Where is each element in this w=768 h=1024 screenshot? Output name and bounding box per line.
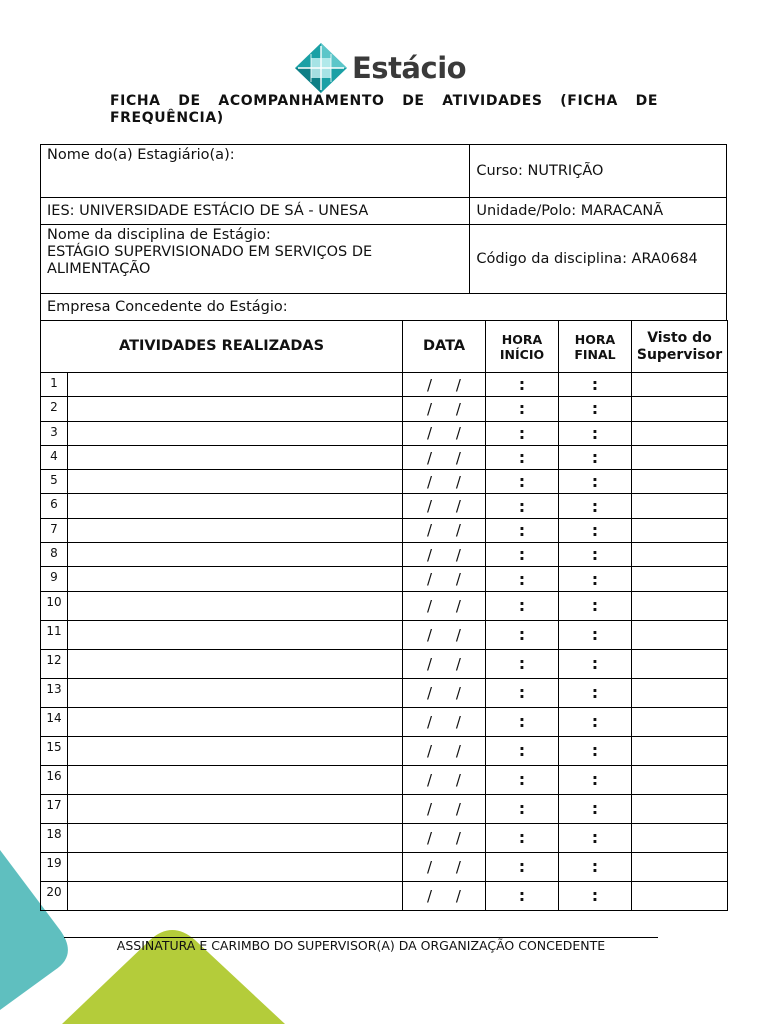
date-cell[interactable] bbox=[403, 649, 486, 678]
date-placeholder: / / bbox=[427, 857, 461, 876]
discipline-name: ESTÁGIO SUPERVISIONADO EM SERVIÇOS DE ALIMENTAÇÃO bbox=[47, 244, 373, 277]
time-separator: : bbox=[518, 448, 526, 468]
date-placeholder: / / bbox=[427, 399, 461, 418]
time-separator: : bbox=[591, 545, 599, 565]
date-cell[interactable] bbox=[403, 794, 486, 823]
activity-cell[interactable] bbox=[68, 678, 403, 707]
supervisor-visa-cell[interactable] bbox=[632, 397, 728, 421]
start-time-cell[interactable] bbox=[486, 649, 559, 678]
date-placeholder: / / bbox=[427, 596, 461, 615]
end-time-cell[interactable] bbox=[559, 494, 632, 518]
row-number: 17 bbox=[41, 794, 68, 823]
end-time-cell[interactable] bbox=[559, 736, 632, 765]
start-time-cell[interactable] bbox=[486, 736, 559, 765]
date-cell[interactable] bbox=[403, 445, 486, 469]
end-time-cell[interactable] bbox=[559, 881, 632, 910]
header-supervisor-visa: Visto do Supervisor bbox=[632, 321, 728, 373]
date-placeholder: / / bbox=[427, 448, 461, 467]
activity-cell[interactable] bbox=[68, 591, 403, 620]
date-placeholder: / / bbox=[427, 545, 461, 564]
supervisor-visa-cell[interactable] bbox=[632, 494, 728, 518]
time-separator: : bbox=[518, 520, 526, 540]
row-number: 5 bbox=[41, 470, 68, 494]
activity-cell[interactable] bbox=[68, 397, 403, 421]
date-cell[interactable] bbox=[403, 494, 486, 518]
end-time-cell[interactable] bbox=[559, 445, 632, 469]
table-row bbox=[41, 445, 728, 469]
supervisor-visa-cell[interactable] bbox=[632, 736, 728, 765]
time-separator: : bbox=[591, 375, 599, 395]
table-row bbox=[41, 567, 728, 591]
supervisor-visa-cell[interactable] bbox=[632, 678, 728, 707]
table-row bbox=[41, 852, 728, 881]
activity-cell[interactable] bbox=[68, 823, 403, 852]
row-number: 15 bbox=[41, 736, 68, 765]
end-time-cell[interactable] bbox=[559, 794, 632, 823]
end-time-cell[interactable] bbox=[559, 421, 632, 445]
row-number: 3 bbox=[41, 421, 68, 445]
time-separator: : bbox=[591, 496, 599, 516]
discipline-field bbox=[41, 225, 470, 294]
supervisor-visa-cell[interactable] bbox=[632, 373, 728, 397]
row-number: 14 bbox=[41, 707, 68, 736]
row-number: 12 bbox=[41, 649, 68, 678]
start-time-cell[interactable] bbox=[486, 494, 559, 518]
activity-cell[interactable] bbox=[68, 736, 403, 765]
start-time-cell[interactable] bbox=[486, 823, 559, 852]
row-number: 16 bbox=[41, 765, 68, 794]
start-time-cell[interactable] bbox=[486, 470, 559, 494]
table-row bbox=[41, 543, 728, 567]
time-separator: : bbox=[591, 828, 599, 848]
table-row bbox=[41, 373, 728, 397]
time-separator: : bbox=[591, 712, 599, 732]
info-table bbox=[40, 144, 727, 321]
time-separator: : bbox=[591, 520, 599, 540]
activity-cell[interactable] bbox=[68, 620, 403, 649]
end-time-cell[interactable] bbox=[559, 823, 632, 852]
table-row bbox=[41, 736, 728, 765]
date-cell[interactable] bbox=[403, 707, 486, 736]
time-separator: : bbox=[518, 683, 526, 703]
time-separator: : bbox=[591, 448, 599, 468]
date-placeholder: / / bbox=[427, 424, 461, 443]
row-number: 9 bbox=[41, 567, 68, 591]
table-row bbox=[41, 397, 728, 421]
start-time-cell[interactable] bbox=[486, 881, 559, 910]
activity-cell[interactable] bbox=[68, 881, 403, 910]
activity-cell[interactable] bbox=[68, 470, 403, 494]
header-start-time: HORA INÍCIO bbox=[486, 321, 559, 373]
activity-cell[interactable] bbox=[68, 765, 403, 794]
discipline-code-field: Código da disciplina: ARA0684 bbox=[470, 225, 727, 294]
time-separator: : bbox=[518, 569, 526, 589]
activity-cell[interactable] bbox=[68, 567, 403, 591]
supervisor-visa-cell[interactable] bbox=[632, 881, 728, 910]
table-row bbox=[41, 470, 728, 494]
estacio-logo bbox=[294, 42, 466, 94]
table-row bbox=[41, 649, 728, 678]
activity-cell[interactable] bbox=[68, 852, 403, 881]
time-separator: : bbox=[591, 683, 599, 703]
date-placeholder: / / bbox=[427, 828, 461, 847]
date-cell[interactable] bbox=[403, 765, 486, 794]
date-placeholder: / / bbox=[427, 570, 461, 589]
course-field: Curso: NUTRIÇÃO bbox=[470, 145, 727, 198]
time-separator: : bbox=[518, 828, 526, 848]
table-row bbox=[41, 794, 728, 823]
date-placeholder: / / bbox=[427, 683, 461, 702]
date-placeholder: / / bbox=[427, 886, 461, 905]
row-number: 20 bbox=[41, 881, 68, 910]
supervisor-visa-cell[interactable] bbox=[632, 470, 728, 494]
discipline-label: Nome da disciplina de Estágio: bbox=[47, 227, 271, 243]
date-cell[interactable] bbox=[403, 823, 486, 852]
time-separator: : bbox=[591, 596, 599, 616]
date-cell[interactable] bbox=[403, 373, 486, 397]
date-placeholder: / / bbox=[427, 712, 461, 731]
supervisor-visa-cell[interactable] bbox=[632, 823, 728, 852]
activity-cell[interactable] bbox=[68, 373, 403, 397]
start-time-cell[interactable] bbox=[486, 765, 559, 794]
header-activities: ATIVIDADES REALIZADAS bbox=[41, 321, 403, 373]
row-number: 13 bbox=[41, 678, 68, 707]
end-time-cell[interactable] bbox=[559, 543, 632, 567]
date-cell[interactable] bbox=[403, 852, 486, 881]
activity-cell[interactable] bbox=[68, 707, 403, 736]
end-time-cell[interactable] bbox=[559, 620, 632, 649]
row-number: 7 bbox=[41, 518, 68, 542]
date-cell[interactable] bbox=[403, 543, 486, 567]
start-time-cell[interactable] bbox=[486, 678, 559, 707]
time-separator: : bbox=[518, 654, 526, 674]
table-row bbox=[41, 494, 728, 518]
end-time-cell[interactable] bbox=[559, 470, 632, 494]
end-time-cell[interactable] bbox=[559, 852, 632, 881]
date-cell[interactable] bbox=[403, 591, 486, 620]
time-separator: : bbox=[591, 741, 599, 761]
start-time-cell[interactable] bbox=[486, 543, 559, 567]
logo-wordmark: Estácio bbox=[352, 51, 467, 85]
time-separator: : bbox=[591, 770, 599, 790]
date-cell[interactable] bbox=[403, 881, 486, 910]
table-row bbox=[41, 591, 728, 620]
time-separator: : bbox=[591, 569, 599, 589]
time-separator: : bbox=[591, 472, 599, 492]
end-time-cell[interactable] bbox=[559, 518, 632, 542]
date-cell[interactable] bbox=[403, 397, 486, 421]
start-time-cell[interactable] bbox=[486, 794, 559, 823]
time-separator: : bbox=[591, 799, 599, 819]
estacio-logo-icon bbox=[294, 42, 348, 94]
row-number: 4 bbox=[41, 445, 68, 469]
time-separator: : bbox=[518, 625, 526, 645]
end-time-cell[interactable] bbox=[559, 397, 632, 421]
signature-label: ASSINATURA E CARIMBO DO SUPERVISOR(A) DA ORGANIZAÇÃO CONCEDENTE bbox=[116, 938, 606, 953]
date-cell[interactable] bbox=[403, 518, 486, 542]
date-placeholder: / / bbox=[427, 375, 461, 394]
activity-cell[interactable] bbox=[68, 649, 403, 678]
row-number: 1 bbox=[41, 373, 68, 397]
student-name-field[interactable]: Nome do(a) Estagiário(a): bbox=[41, 145, 470, 198]
supervisor-visa-cell[interactable] bbox=[632, 567, 728, 591]
end-time-cell[interactable] bbox=[559, 649, 632, 678]
start-time-cell[interactable] bbox=[486, 591, 559, 620]
end-time-cell[interactable] bbox=[559, 591, 632, 620]
start-time-cell[interactable] bbox=[486, 567, 559, 591]
start-time-cell[interactable] bbox=[486, 373, 559, 397]
activity-cell[interactable] bbox=[68, 445, 403, 469]
time-separator: : bbox=[518, 496, 526, 516]
time-separator: : bbox=[518, 375, 526, 395]
ies-field: IES: UNIVERSIDADE ESTÁCIO DE SÁ - UNESA bbox=[41, 198, 470, 225]
time-separator: : bbox=[591, 423, 599, 443]
date-placeholder: / / bbox=[427, 741, 461, 760]
time-separator: : bbox=[591, 886, 599, 906]
activity-cell[interactable] bbox=[68, 518, 403, 542]
time-separator: : bbox=[591, 857, 599, 877]
date-placeholder: / / bbox=[427, 625, 461, 644]
date-cell[interactable] bbox=[403, 567, 486, 591]
unit-field: Unidade/Polo: MARACANÃ bbox=[470, 198, 727, 225]
activity-cell[interactable] bbox=[68, 543, 403, 567]
activity-cell[interactable] bbox=[68, 794, 403, 823]
supervisor-visa-cell[interactable] bbox=[632, 765, 728, 794]
end-time-cell[interactable] bbox=[559, 373, 632, 397]
start-time-cell[interactable] bbox=[486, 518, 559, 542]
row-number: 2 bbox=[41, 397, 68, 421]
row-number: 10 bbox=[41, 591, 68, 620]
date-cell[interactable] bbox=[403, 620, 486, 649]
start-time-cell[interactable] bbox=[486, 852, 559, 881]
supervisor-visa-cell[interactable] bbox=[632, 620, 728, 649]
supervisor-visa-cell[interactable] bbox=[632, 794, 728, 823]
end-time-cell[interactable] bbox=[559, 567, 632, 591]
activities-table bbox=[40, 320, 728, 911]
company-field[interactable]: Empresa Concedente do Estágio: bbox=[41, 294, 727, 321]
supervisor-visa-cell[interactable] bbox=[632, 445, 728, 469]
date-placeholder: / / bbox=[427, 654, 461, 673]
date-cell[interactable] bbox=[403, 736, 486, 765]
time-separator: : bbox=[591, 625, 599, 645]
time-separator: : bbox=[518, 741, 526, 761]
time-separator: : bbox=[518, 399, 526, 419]
row-number: 6 bbox=[41, 494, 68, 518]
table-row bbox=[41, 707, 728, 736]
time-separator: : bbox=[518, 799, 526, 819]
start-time-cell[interactable] bbox=[486, 620, 559, 649]
header-date: DATA bbox=[403, 321, 486, 373]
table-row bbox=[41, 421, 728, 445]
table-row bbox=[41, 823, 728, 852]
time-separator: : bbox=[518, 712, 526, 732]
date-placeholder: / / bbox=[427, 497, 461, 516]
time-separator: : bbox=[518, 423, 526, 443]
time-separator: : bbox=[518, 596, 526, 616]
start-time-cell[interactable] bbox=[486, 707, 559, 736]
date-placeholder: / / bbox=[427, 521, 461, 540]
row-number: 8 bbox=[41, 543, 68, 567]
row-number: 11 bbox=[41, 620, 68, 649]
start-time-cell[interactable] bbox=[486, 397, 559, 421]
supervisor-visa-cell[interactable] bbox=[632, 591, 728, 620]
supervisor-visa-cell[interactable] bbox=[632, 649, 728, 678]
activities-rows bbox=[41, 373, 728, 911]
row-number: 18 bbox=[41, 823, 68, 852]
date-cell[interactable] bbox=[403, 678, 486, 707]
supervisor-visa-cell[interactable] bbox=[632, 852, 728, 881]
time-separator: : bbox=[591, 399, 599, 419]
date-placeholder: / / bbox=[427, 799, 461, 818]
start-time-cell[interactable] bbox=[486, 421, 559, 445]
supervisor-visa-cell[interactable] bbox=[632, 421, 728, 445]
activity-cell[interactable] bbox=[68, 421, 403, 445]
time-separator: : bbox=[518, 770, 526, 790]
document-title: FICHA DE ACOMPANHAMENTO DE ATIVIDADES (FICHA DE FREQUÊNCIA) bbox=[110, 93, 658, 126]
time-separator: : bbox=[518, 857, 526, 877]
supervisor-visa-cell[interactable] bbox=[632, 518, 728, 542]
supervisor-visa-cell[interactable] bbox=[632, 543, 728, 567]
header-end-time: HORA FINAL bbox=[559, 321, 632, 373]
date-cell[interactable] bbox=[403, 470, 486, 494]
row-number: 19 bbox=[41, 852, 68, 881]
end-time-cell[interactable] bbox=[559, 707, 632, 736]
start-time-cell[interactable] bbox=[486, 445, 559, 469]
activity-cell[interactable] bbox=[68, 494, 403, 518]
supervisor-visa-cell[interactable] bbox=[632, 707, 728, 736]
time-separator: : bbox=[518, 545, 526, 565]
end-time-cell[interactable] bbox=[559, 678, 632, 707]
table-row bbox=[41, 765, 728, 794]
table-row bbox=[41, 678, 728, 707]
time-separator: : bbox=[518, 472, 526, 492]
table-row bbox=[41, 620, 728, 649]
time-separator: : bbox=[591, 654, 599, 674]
table-row bbox=[41, 881, 728, 910]
date-placeholder: / / bbox=[427, 472, 461, 491]
date-placeholder: / / bbox=[427, 770, 461, 789]
end-time-cell[interactable] bbox=[559, 765, 632, 794]
date-cell[interactable] bbox=[403, 421, 486, 445]
table-row bbox=[41, 518, 728, 542]
time-separator: : bbox=[518, 886, 526, 906]
